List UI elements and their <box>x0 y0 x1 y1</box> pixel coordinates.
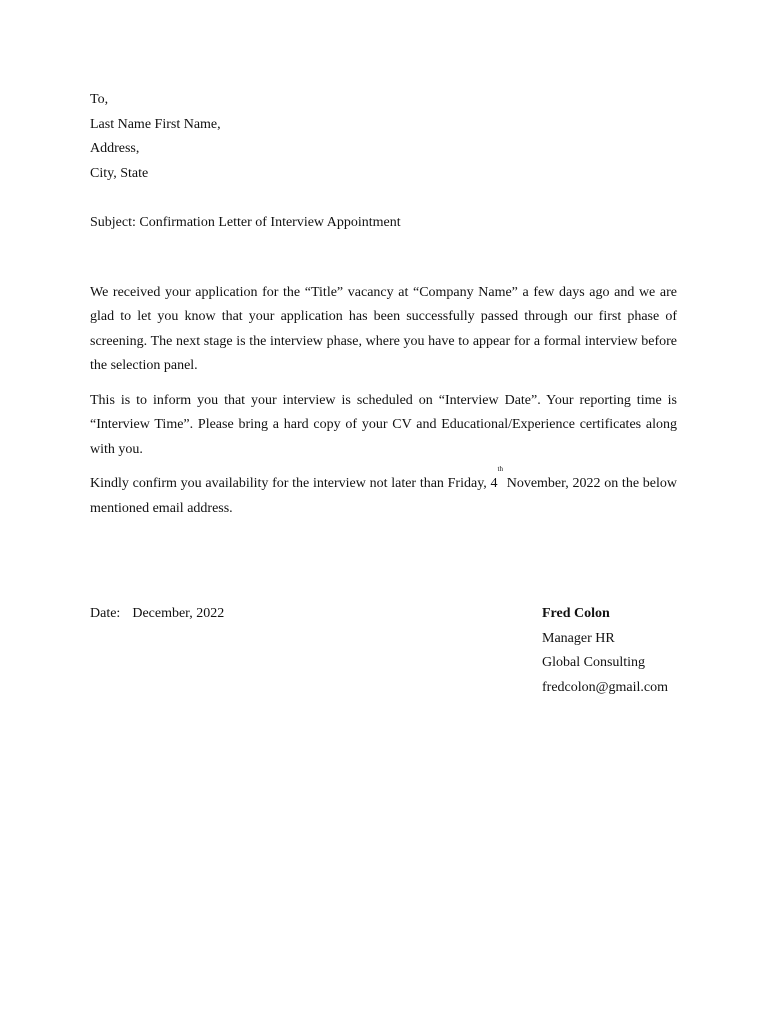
signatory-email: fredcolon@gmail.com <box>542 679 669 695</box>
paragraph-3-text-start: Kindly confirm you availability for the interview not later than Friday, 4 <box>90 476 498 491</box>
letter-subject: Subject: Confirmation Letter of Interview Appointment <box>90 215 401 230</box>
recipient-city-state: City, State <box>90 165 149 181</box>
letter-body <box>90 281 677 522</box>
body-paragraph-3 <box>90 465 677 521</box>
signatory-title: Manager HR <box>542 630 615 646</box>
date-label: Date: <box>90 606 121 621</box>
date-value: December, 2022 <box>132 606 225 621</box>
recipient-name: Last Name First Name, <box>90 116 221 132</box>
recipient-block <box>90 88 677 186</box>
signatory-name: Fred Colon <box>542 606 610 621</box>
recipient-address: Address, <box>90 141 140 156</box>
paragraph-3-text-end: November, 2022 on the below mentioned email address. <box>90 476 677 516</box>
body-paragraph-2: This is to inform you that your interview is scheduled on “Interview Date”. Your reporting time is “Interview Time”. Please bring a hard copy of your CV and Educational/Experience certificates along with you. <box>90 392 677 457</box>
letter-page <box>90 88 677 531</box>
date-block <box>90 602 224 627</box>
body-paragraph-1: We received your application for the “Title” vacancy at “Company Name” a few days ago and we are glad to let you know that your application has been successfully passed through our first phase of screening. The next stage is the interview phase, where you have to appear for a formal interview before the selection panel. <box>90 284 677 373</box>
ordinal-suffix: th <box>497 465 503 473</box>
signature-block <box>542 602 668 700</box>
recipient-salutation: To, <box>90 92 109 107</box>
signatory-company: Global Consulting <box>542 655 646 670</box>
